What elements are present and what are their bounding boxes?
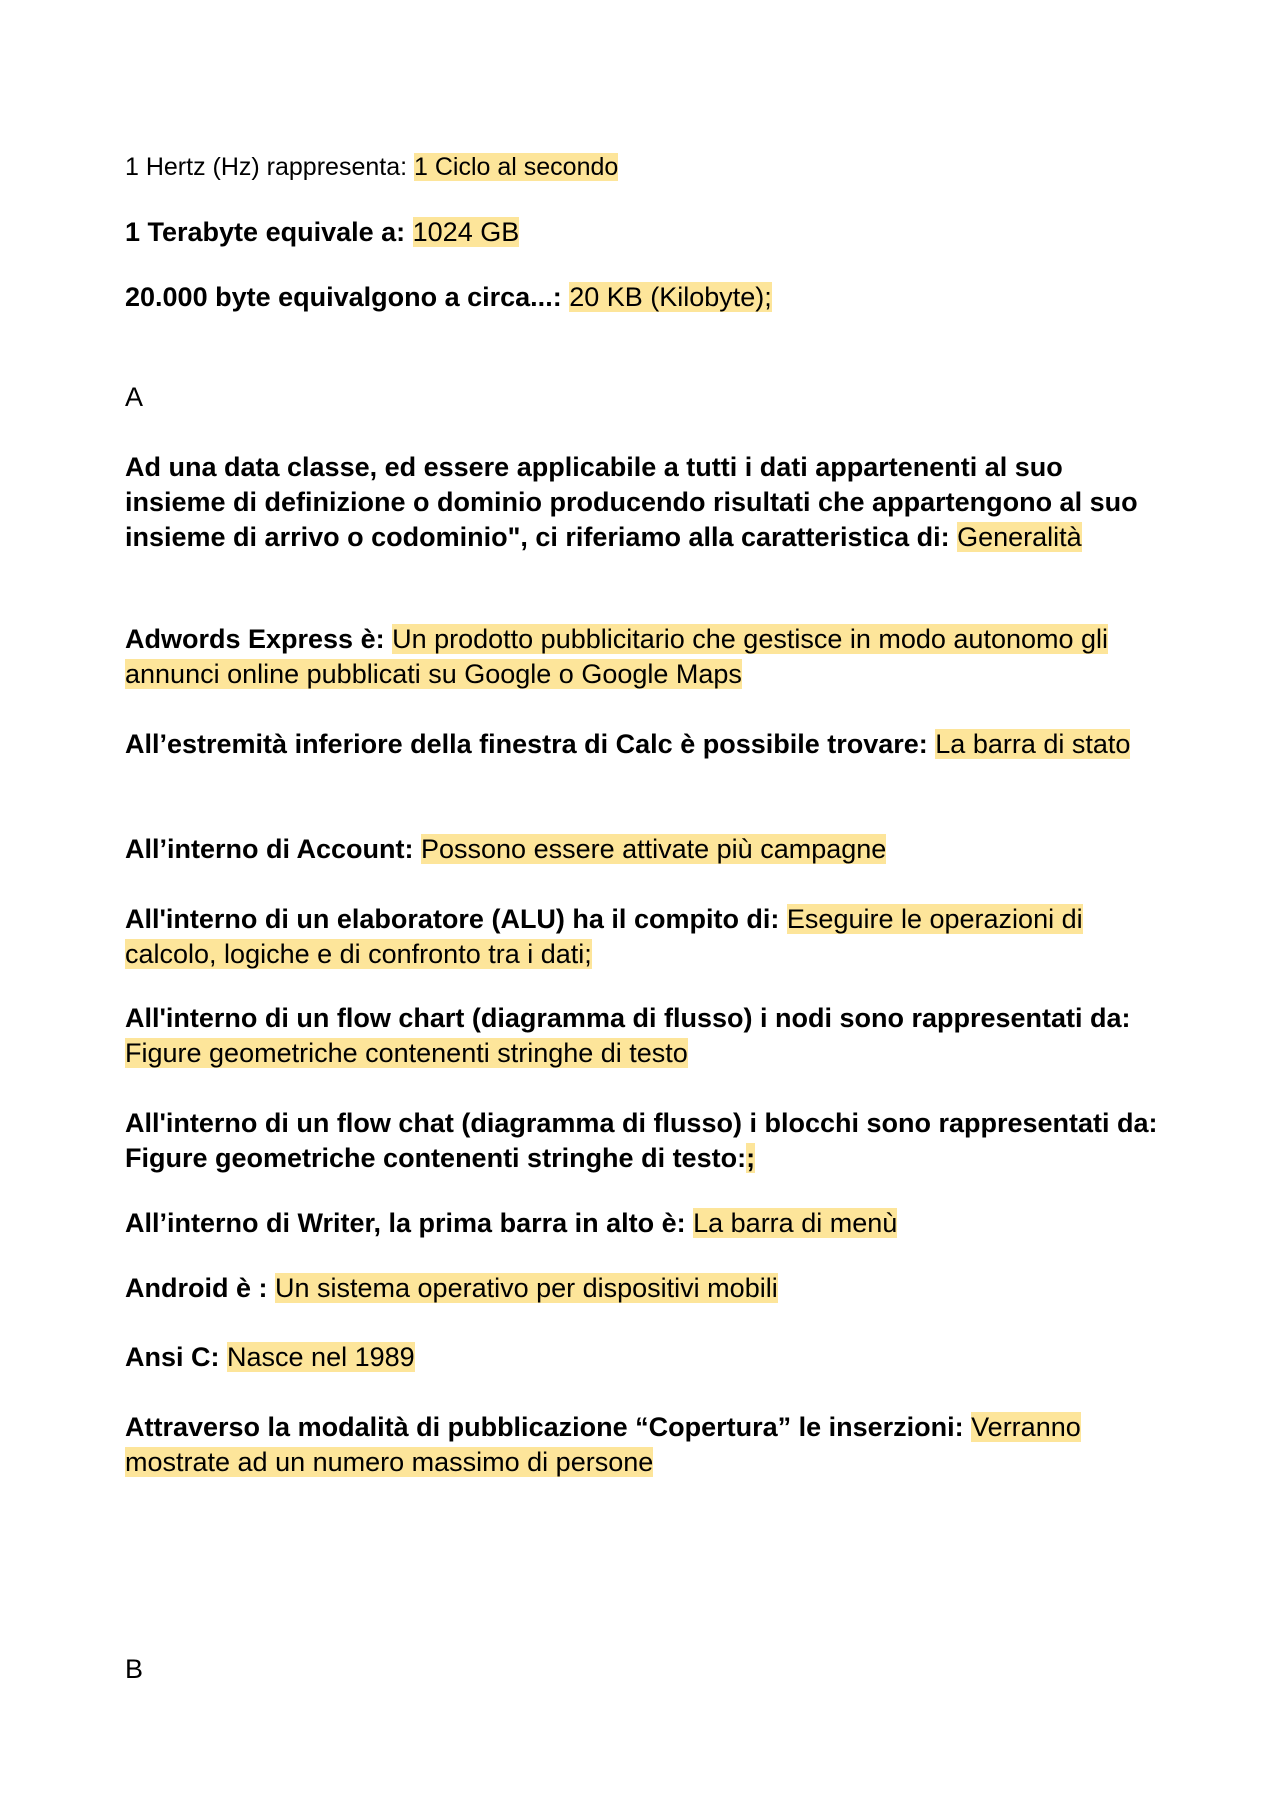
qa-entry-ansi-c <box>125 1340 1165 1375</box>
question-text: All’interno di Account: <box>125 834 421 864</box>
qa-entry-flow-chat-blocchi <box>125 1106 1165 1176</box>
question-text: Ansi C: <box>125 1342 228 1372</box>
qa-entry-flow-chart-nodi <box>125 1001 1165 1071</box>
answer-highlight: Generalità <box>957 522 1082 552</box>
question-text: 20.000 byte equivalgono a circa...: <box>125 282 570 312</box>
question-text: All'interno di un flow chart (diagramma di flusso) i nodi sono rappresentati da: <box>125 1003 1131 1033</box>
question-text: All’estremità inferiore della finestra di Calc è possibile trovare: <box>125 729 936 759</box>
answer-highlight: ; <box>746 1143 756 1173</box>
answer-highlight: La barra di menù <box>693 1208 898 1238</box>
question-text: 1 Hertz (Hz) rappresenta: <box>125 153 414 181</box>
qa-entry-20000-byte <box>125 280 1165 315</box>
qa-entry-writer-barra <box>125 1206 1165 1241</box>
qa-entry-generalita <box>125 450 1165 555</box>
question-text: Adwords Express è: <box>125 624 393 654</box>
question-text: All'interno di un elaboratore (ALU) ha il compito di: <box>125 904 787 934</box>
answer-highlight: 1024 GB <box>412 217 520 247</box>
qa-entry-adwords-express <box>125 622 1165 692</box>
answer-highlight: Eseguire le operazioni di calcolo, logiche e di confronto tra i dati; <box>125 904 1083 969</box>
answer-highlight: Figure geometriche contenenti stringhe di testo <box>125 1038 688 1068</box>
answer-highlight: La barra di stato <box>935 729 1131 759</box>
answer-highlight: 1 Ciclo al secondo <box>414 153 619 181</box>
answer-highlight: Un sistema operativo per dispositivi mobili <box>275 1273 778 1303</box>
answer-highlight: Nasce nel 1989 <box>227 1342 415 1372</box>
answer-highlight: Verranno mostrate ad un numero massimo di persone <box>125 1412 1081 1477</box>
qa-entry-terabyte <box>125 215 1165 250</box>
question-text: All'interno di un flow chat (diagramma di flusso) i blocchi sono rappresentati da: Figure geometriche contenenti stringhe di testo: <box>125 1108 1158 1173</box>
question-text: Attraverso la modalità di pubblicazione “Copertura” le inserzioni: <box>125 1412 972 1442</box>
question-text: 1 Terabyte equivale a: <box>125 217 413 247</box>
qa-entry-1-hertz <box>125 150 1165 185</box>
qa-entry-calc-barra <box>125 727 1165 762</box>
qa-entry-copertura <box>125 1410 1165 1480</box>
answer-highlight: 20 KB (Kilobyte); <box>569 282 772 312</box>
answer-highlight: Possono essere attivate più campagne <box>421 834 887 864</box>
qa-entry-alu <box>125 902 1165 972</box>
question-text: Android è : <box>125 1273 275 1303</box>
question-text: All’interno di Writer, la prima barra in alto è: <box>125 1208 694 1238</box>
section-letter-a: A <box>125 382 144 412</box>
qa-entry-account <box>125 832 1165 867</box>
answer-highlight: Un prodotto pubblicitario che gestisce in modo autonomo gli annunci online pubblicati su Google o Google Maps <box>125 624 1109 689</box>
question-text: Ad una data classe, ed essere applicabile a tutti i dati appartenenti al suo insieme di definizione o dominio producendo risultati che appartengono al suo insieme di arrivo o codominio", ci riferiamo alla caratteristica di: <box>125 452 1138 552</box>
qa-entry-android <box>125 1271 1165 1306</box>
section-letter-b: B <box>125 1654 144 1684</box>
